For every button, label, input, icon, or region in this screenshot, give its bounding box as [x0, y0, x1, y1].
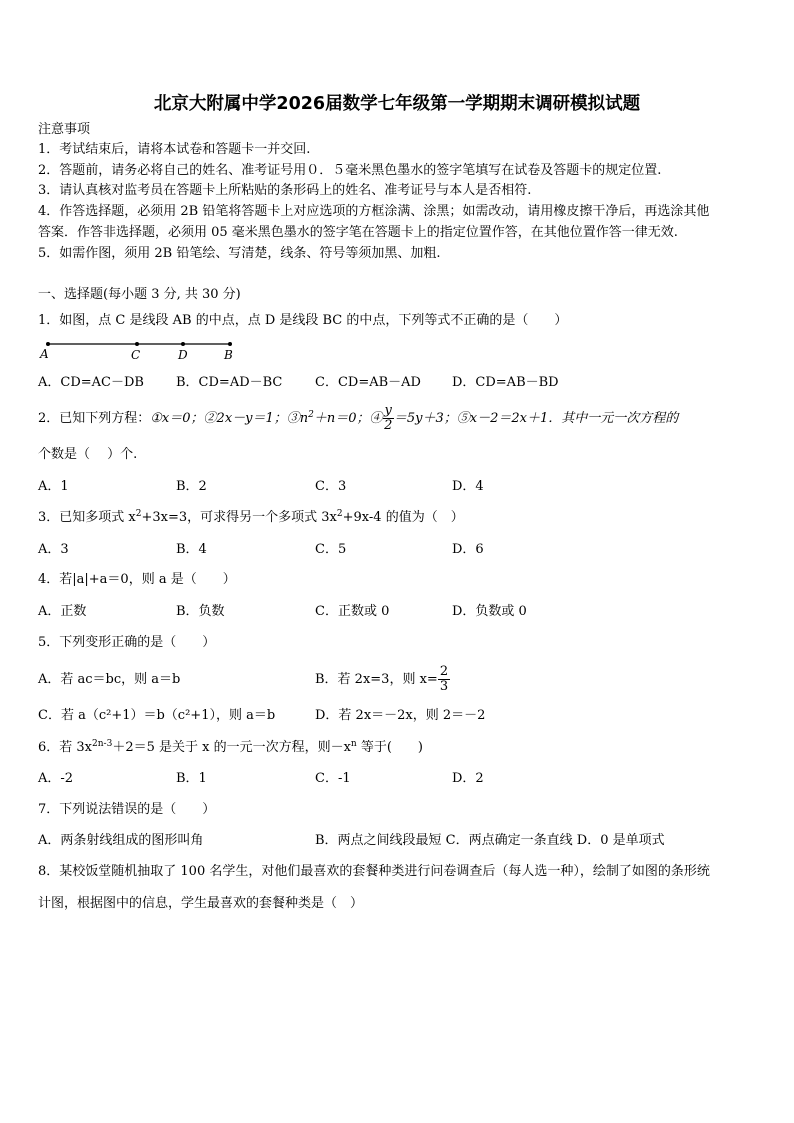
q2-eq3-exp: 2: [308, 410, 314, 420]
q1-option-b: B．CD=AD－BC: [176, 375, 283, 390]
q2-eq3-base: ③n: [286, 411, 309, 426]
q3-option-a: A．3: [38, 542, 69, 557]
q3-part-e: +9x-4 的值为（ ）: [342, 510, 464, 525]
label-c: C: [131, 348, 141, 362]
label-b: B: [224, 348, 233, 362]
q1-option-a: A．CD=AC－DB: [38, 375, 144, 390]
q5-option-b-text: B．若 2x=3，则 x=: [315, 672, 438, 687]
q7-option-a: A．两条射线组成的图形叫角: [38, 833, 204, 848]
notice-item-3: 3．请认真核对监考员在答题卡上所粘贴的条形码上的姓名、准考证号与本人是否相符.: [38, 183, 532, 198]
point-b-dot: [228, 342, 232, 346]
question-2-stem: [38, 404, 678, 433]
section-heading: 一、选择题(每小题 3 分, 共 30 分): [38, 287, 241, 302]
q2-fraction: [383, 404, 394, 433]
q6-exp-2: n: [350, 739, 357, 749]
notice-item-1: 1．考试结束后，请将本试卷和答题卡一并交回.: [38, 142, 311, 157]
point-d-dot: [181, 342, 185, 346]
q2-prefix: 2．已知下列方程：: [38, 411, 151, 426]
q6-option-d: D．2: [452, 771, 484, 786]
q3-option-c: C．5: [315, 542, 347, 557]
question-4-stem: 4．若|a|+a＝0，则 a 是（ ）: [38, 572, 236, 587]
q1-option-c: C．CD=AB－AD: [315, 375, 421, 390]
q2-option-a: A．1: [38, 479, 69, 494]
label-d: D: [178, 348, 188, 362]
q3-exp-2: 2: [336, 509, 343, 519]
notice-item-2: 2．答题前，请务必将自己的姓名、准考证号用０．５毫米黑色墨水的签字笔填写在试卷及答题卡的规定位置.: [38, 163, 662, 178]
notice-heading: 注意事项: [38, 122, 91, 137]
q4-option-d: D．负数或 0: [452, 604, 527, 619]
q6-option-b: B．1: [176, 771, 207, 786]
question-1-stem: 1．如图，点 C 是线段 AB 的中点，点 D 是线段 BC 的中点，下列等式不正确的是（ ）: [38, 313, 568, 328]
q6-option-a: A．-2: [38, 771, 74, 786]
q2-eq4: ＝5y＋3；⑤x－2＝2x＋1．其中一元一次方程的: [393, 411, 679, 426]
question-3-stem: [38, 510, 464, 526]
question-6-stem: [38, 740, 423, 756]
q5-option-a: A．若 ac＝bc，则 a＝b: [38, 672, 181, 687]
notice-item-4: 4．作答选择题，必须用 2B 铅笔将答题卡上对应选项的方框涂满、涂黑；如需改动，请用橡皮擦干净后，再选涂其他: [38, 204, 710, 219]
q2-eq2: ②2x－y＝1；: [203, 411, 287, 426]
q6-exp-1: 2n-3: [92, 739, 113, 749]
q1-option-d: D．CD=AB－BD: [452, 375, 559, 390]
q5-option-b: [315, 660, 450, 700]
label-a: A: [40, 347, 49, 361]
question-8-stem: 8．某校饭堂随机抽取了 100 名学生，对他们最喜欢的套餐种类进行问卷调查后（每人选一种），绘制了如图的条形统: [38, 864, 710, 879]
question-7-stem: 7．下列说法错误的是（ ）: [38, 802, 216, 817]
q6-part-a: 6．若 3x: [38, 740, 93, 755]
q3-option-b: B．4: [176, 542, 207, 557]
q6-part-c: ＋2＝5 是关于 x 的一元一次方程，则－x: [112, 740, 351, 755]
q3-part-c: +3x=3，可求得另一个多项式 3x: [141, 510, 337, 525]
q5-option-b-fraction: [438, 665, 450, 694]
q2-fraction-num: y: [384, 403, 392, 418]
q3-exp-1: 2: [135, 509, 142, 519]
q4-option-c: C．正数或 0: [315, 604, 390, 619]
q5-fraction-den: 3: [439, 679, 449, 694]
q5-fraction-num: 2: [439, 664, 449, 679]
question-8-stem-cont: 计图，根据图中的信息，学生最喜欢的套餐种类是（ ）: [38, 896, 364, 911]
q3-part-a: 3．已知多项式 x: [38, 510, 136, 525]
point-a-dot: [46, 342, 50, 346]
q2-eq3-rest: ＋n＝0；④: [313, 411, 383, 426]
q2-fraction-den: 2: [384, 418, 393, 433]
page-title: 北京大附属中学2026届数学七年级第一学期期末调研模拟试题: [153, 94, 641, 114]
q2-eq1: ①x＝0；: [150, 411, 204, 426]
question-2-stem-cont: 个数是（ ）个.: [38, 447, 138, 462]
notice-item-5: 5．如需作图，须用 2B 铅笔绘、写清楚，线条、符号等须加黑、加粗.: [38, 246, 441, 261]
q3-option-d: D．6: [452, 542, 484, 557]
q2-option-c: C．3: [315, 479, 347, 494]
q7-option-bcd: B．两点之间线段最短 C．两点确定一条直线 D．0 是单项式: [315, 833, 665, 848]
q4-option-b: B．负数: [176, 604, 225, 619]
q2-option-d: D．4: [452, 479, 484, 494]
q5-option-c: C．若 a（c²+1）＝b（c²+1），则 a＝b: [38, 708, 276, 723]
q2-option-b: B．2: [176, 479, 207, 494]
q6-option-c: C．-1: [315, 771, 351, 786]
q6-part-e: 等于( ): [356, 740, 423, 755]
q5-option-d: D．若 2x＝－2x，则 2＝－2: [315, 708, 486, 723]
question-5-stem: 5．下列变形正确的是（ ）: [38, 635, 216, 650]
q2-eq3: [287, 411, 383, 426]
q4-option-a: A．正数: [38, 604, 87, 619]
notice-item-4-cont: 答案．作答非选择题，必须用 05 毫米黑色墨水的签字笔在答题卡上的指定位置作答，在其他位置作答一律无效.: [38, 225, 678, 240]
segment-figure: [36, 338, 246, 362]
point-c-dot: [135, 342, 139, 346]
